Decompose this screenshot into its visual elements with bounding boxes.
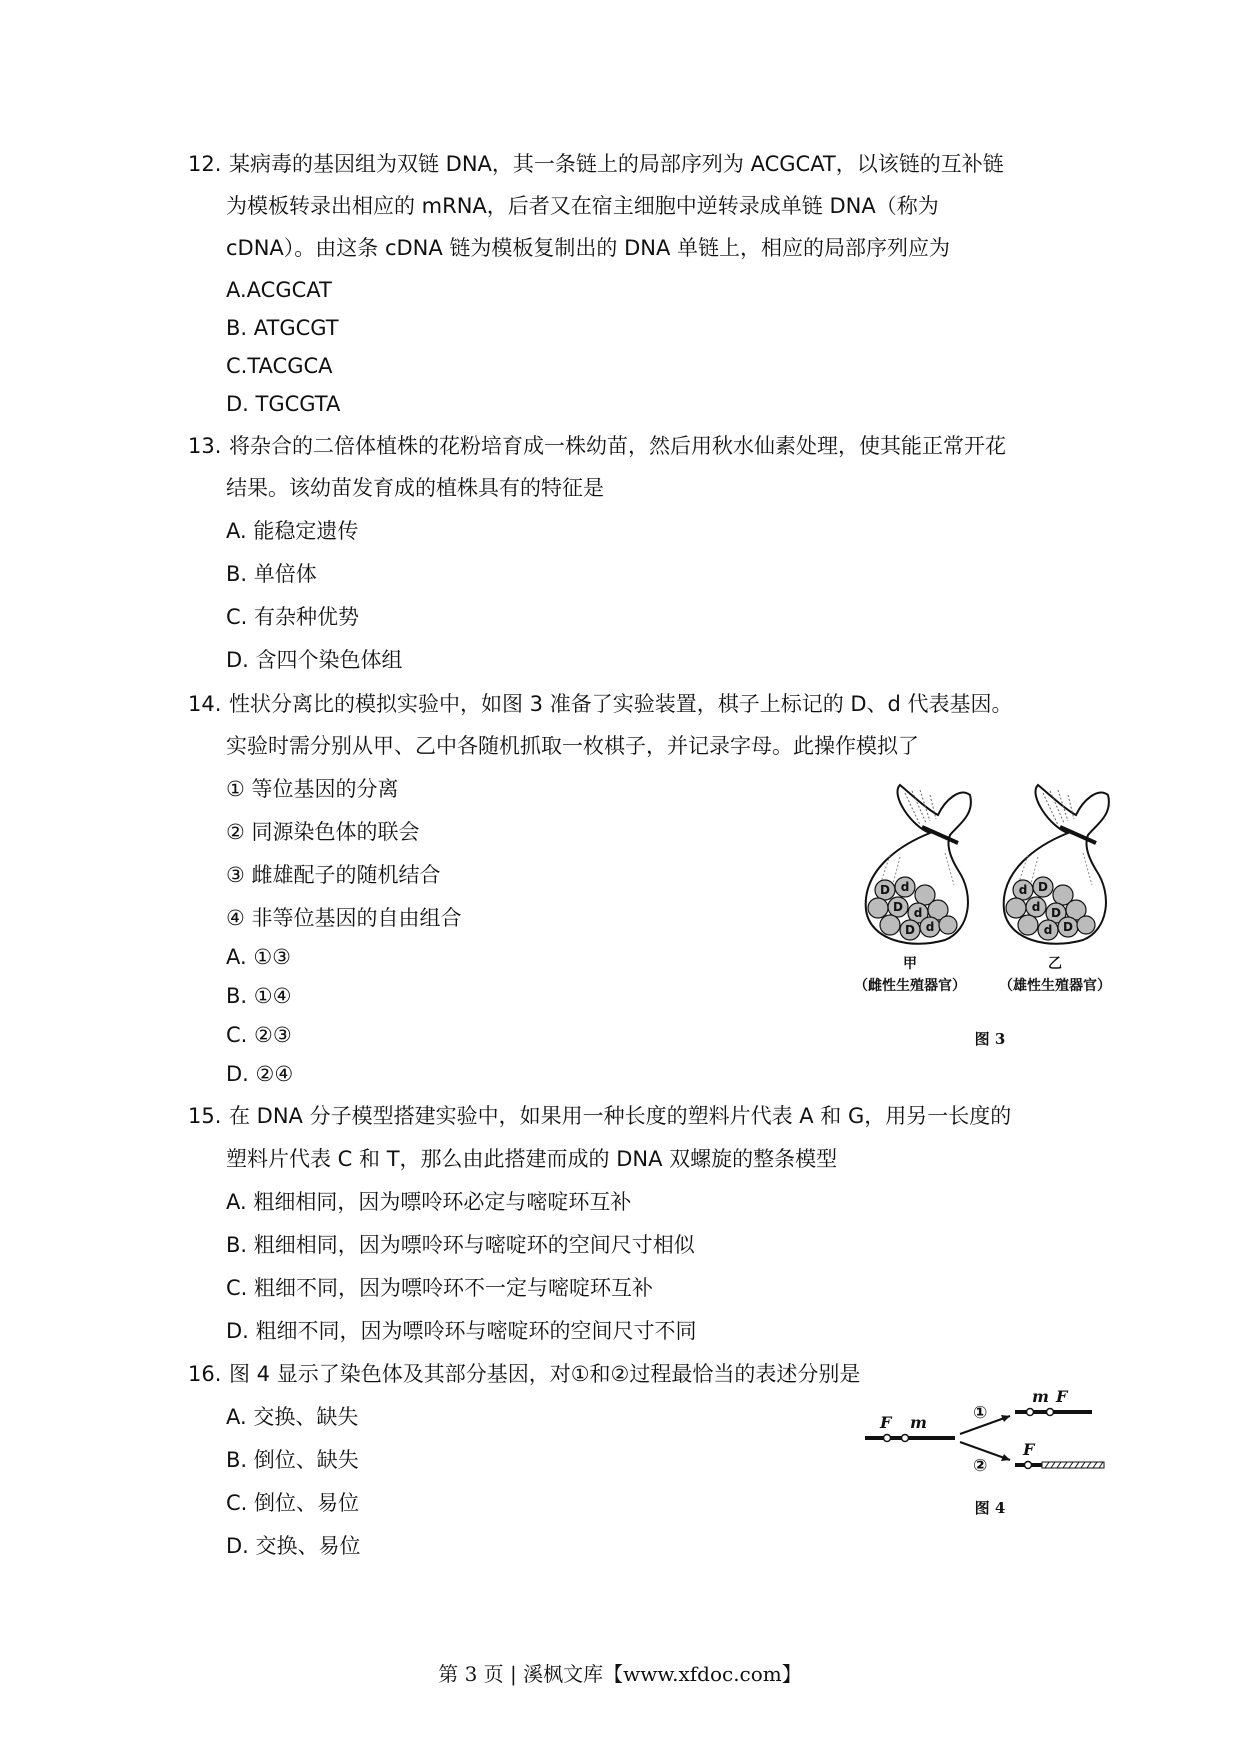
q13-option-b: B. 单倍体 — [226, 562, 317, 586]
piece-label: D — [1051, 906, 1061, 920]
q15-option-b: B. 粗细相同，因为嘌呤环与嘧啶环的空间尺寸相似 — [226, 1233, 695, 1257]
q12-stem-line1: 某病毒的基因组为双链 DNA，其一条链上的局部序列为 ACGCAT，以该链的互补链 — [229, 152, 1004, 176]
q13-stem-line2: 结果。该幼苗发育成的植株具有的特征是 — [226, 476, 604, 500]
piece-label: d — [925, 920, 935, 934]
piece-label: d — [1031, 900, 1041, 914]
q14-option-b: B. ①④ — [226, 984, 292, 1008]
q12-number: 12. — [188, 152, 222, 176]
piece-label: D — [1063, 920, 1073, 934]
gene-F: F — [1056, 1388, 1068, 1406]
q15-number: 15. — [188, 1104, 222, 1128]
q14-number: 14. — [188, 692, 222, 716]
q14-option-d: D. ②④ — [226, 1062, 294, 1086]
gene-F: F — [1023, 1440, 1035, 1459]
page-footer: 第 3 页 | 溪枫文库【www.xfdoc.com】 — [438, 1662, 802, 1686]
bag-yi — [1004, 785, 1109, 944]
gene-m: m — [1032, 1388, 1049, 1406]
q14-option-a: A. ①③ — [226, 945, 291, 969]
q16-option-a: A. 交换、缺失 — [226, 1405, 359, 1429]
q14-statement-1: ① 等位基因的分离 — [226, 777, 399, 801]
q12-option-a: A.ACGCAT — [226, 278, 332, 302]
q15-stem-line2: 塑料片代表 C 和 T，那么由此搭建而成的 DNA 双螺旋的整条模型 — [226, 1147, 838, 1171]
gene-m: m — [910, 1413, 927, 1432]
q14-statement-3: ③ 雌雄配子的随机结合 — [226, 863, 441, 887]
piece-label: D — [1038, 880, 1048, 894]
bag-jia-sublabel: （雌性生殖器官） — [854, 978, 966, 994]
q14-option-c: C. ②③ — [226, 1023, 292, 1047]
q15-stem-line1: 在 DNA 分子模型搭建实验中，如果用一种长度的塑料片代表 A 和 G，用另一长度的 — [229, 1104, 1012, 1128]
piece-label: d — [913, 906, 923, 920]
bag-yi-label: 乙 — [1048, 956, 1062, 972]
q12-stem-line2: 为模板转录出相应的 mRNA，后者又在宿主细胞中逆转录成单链 DNA（称为 — [226, 194, 939, 218]
original-chromosome — [865, 1413, 955, 1442]
q13-option-a: A. 能稳定遗传 — [226, 519, 359, 543]
piece-label: d — [1018, 883, 1028, 897]
q16-option-c: C. 倒位、易位 — [226, 1491, 360, 1515]
q15-option-d: D. 粗细不同，因为嘌呤环与嘧啶环的空间尺寸不同 — [226, 1319, 697, 1343]
q16-stem-line1: 图 4 显示了染色体及其部分基因，对①和②过程最恰当的表述分别是 — [229, 1362, 861, 1386]
piece-label: d — [1043, 923, 1053, 937]
process-1-label: ① — [973, 1403, 988, 1423]
q16-option-d: D. 交换、易位 — [226, 1534, 361, 1558]
q15-option-a: A. 粗细相同，因为嘌呤环必定与嘧啶环互补 — [226, 1190, 632, 1214]
q16-number: 16. — [188, 1362, 222, 1386]
bag-jia — [866, 785, 971, 944]
q15-option-c: C. 粗细不同，因为嘌呤环不一定与嘧啶环互补 — [226, 1276, 654, 1300]
gene-F: F — [880, 1413, 892, 1432]
q16-option-b: B. 倒位、缺失 — [226, 1448, 359, 1472]
figure-3-caption: 图 3 — [974, 1030, 1006, 1048]
q12-option-b: B. ATGCGT — [226, 316, 339, 340]
q12-option-d: D. TGCGTA — [226, 392, 341, 416]
result-chromosome-1 — [1015, 1388, 1092, 1416]
q14-stem-line2: 实验时需分别从甲、乙中各随机抓取一枚棋子，并记录字母。此操作模拟了 — [226, 734, 919, 758]
piece-label: D — [880, 883, 890, 897]
q14-statement-4: ④ 非等位基因的自由组合 — [226, 906, 462, 930]
q12-option-c: C.TACGCA — [226, 354, 333, 378]
q14-statement-2: ② 同源染色体的联会 — [226, 820, 420, 844]
q13-option-d: D. 含四个染色体组 — [226, 648, 403, 672]
figure-4-caption: 图 4 — [974, 1499, 1006, 1517]
q13-stem-line1: 将杂合的二倍体植株的花粉培育成一株幼苗，然后用秋水仙素处理，使其能正常开花 — [229, 434, 1006, 458]
bag-jia-label: 甲 — [903, 956, 917, 972]
q13-option-c: C. 有杂种优势 — [226, 605, 360, 629]
piece-label: d — [900, 880, 910, 894]
figure-3 — [850, 775, 1120, 1055]
q14-stem-line1: 性状分离比的模拟实验中，如图 3 准备了实验装置，棋子上标记的 D、d 代表基因。 — [229, 692, 1013, 716]
result-chromosome-2 — [1015, 1440, 1104, 1469]
piece-label: D — [893, 900, 903, 914]
bag-yi-sublabel: （雄性生殖器官） — [999, 978, 1111, 994]
figure-4 — [860, 1388, 1110, 1528]
q13-number: 13. — [188, 434, 222, 458]
q12-stem-line3: cDNA）。由这条 cDNA 链为模板复制出的 DNA 单链上，相应的局部序列应为 — [226, 236, 951, 260]
process-2-label: ② — [973, 1456, 988, 1476]
piece-label: D — [905, 923, 915, 937]
